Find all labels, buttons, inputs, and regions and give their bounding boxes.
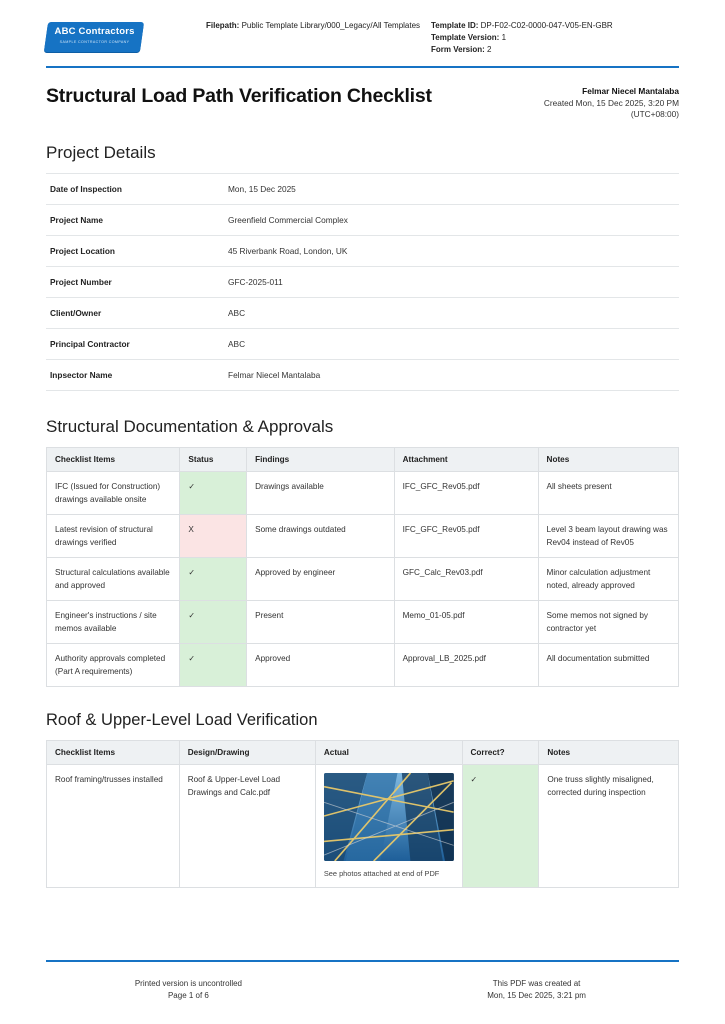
- filepath-block: [206, 14, 421, 32]
- table-row: [47, 764, 679, 887]
- table-row: [47, 600, 679, 643]
- section-heading-structural-docs: Structural Documentation & Approvals: [46, 416, 334, 436]
- form-version-value: 2: [487, 45, 492, 54]
- template-version-row: [431, 32, 646, 44]
- filepath-label: Filepath:: [206, 21, 240, 30]
- status-badge: ✓: [180, 557, 247, 600]
- column-header-checklist-items: Checklist Items: [47, 740, 180, 764]
- detail-value: Mon, 15 Dec 2025: [228, 183, 296, 194]
- photo-caption: See photos attached at end of PDF: [323, 868, 440, 878]
- created-date: Created Mon, 15 Dec 2025, 3:20 PM: [543, 97, 679, 108]
- template-version-label: Template Version:: [431, 33, 500, 42]
- detail-label: Client/Owner: [50, 307, 102, 318]
- table-row: [47, 471, 679, 514]
- column-header-attachment: Attachment: [394, 447, 538, 471]
- header-divider: [46, 66, 679, 68]
- detail-value: Greenfield Commercial Complex: [228, 214, 348, 225]
- detail-label: Project Location: [50, 245, 116, 256]
- detail-label: Date of Inspection: [50, 183, 122, 194]
- checklist-item: Authority approvals completed (Part A requirements): [47, 643, 180, 686]
- table-row: [46, 328, 679, 359]
- table-header-row: [47, 740, 679, 764]
- table-row: [46, 266, 679, 297]
- table-row: [47, 557, 679, 600]
- document-header: [46, 0, 679, 66]
- table-row: [47, 643, 679, 686]
- status-badge: ✓: [180, 600, 247, 643]
- project-details-table: [46, 173, 679, 391]
- section-heading-roof: Roof & Upper-Level Load Verification: [46, 710, 318, 729]
- footer-left: [46, 978, 331, 1002]
- attachment-cell[interactable]: Memo_01-05.pdf: [394, 600, 538, 643]
- logo-container: [46, 14, 196, 52]
- detail-label: Inpsector Name: [50, 369, 113, 380]
- page-title: Structural Load Path Verification Checklist: [46, 85, 432, 107]
- company-logo-icon: [44, 22, 144, 52]
- detail-label: Principal Contractor: [50, 338, 130, 349]
- findings-cell: Some drawings outdated: [247, 514, 394, 557]
- template-id-row: [431, 20, 646, 32]
- form-version-row: [431, 44, 646, 56]
- template-meta-block: [431, 14, 646, 56]
- footer-uncontrolled-note: Printed version is uncontrolled: [134, 979, 242, 988]
- timezone: (UTC+08:00): [630, 109, 679, 119]
- status-badge: ✓: [180, 471, 247, 514]
- status-badge: ✓: [462, 764, 539, 887]
- attachment-cell[interactable]: Approval_LB_2025.pdf: [394, 643, 538, 686]
- findings-cell: Present: [247, 600, 394, 643]
- checklist-item: Latest revision of structural drawings verified: [47, 514, 180, 557]
- roof-verification-table: [46, 740, 679, 888]
- footer-created-label: This PDF was created at: [492, 979, 581, 988]
- attachment-cell[interactable]: GFC_Calc_Rev03.pdf: [394, 557, 538, 600]
- filepath-value: Public Template Library/000_Legacy/All Templates: [241, 21, 421, 30]
- column-header-notes: Notes: [539, 740, 679, 764]
- detail-label: Project Name: [50, 214, 104, 225]
- findings-cell: Approved: [247, 643, 394, 686]
- findings-cell: Drawings available: [247, 471, 394, 514]
- document-footer: [46, 978, 679, 1002]
- column-header-actual: Actual: [315, 740, 462, 764]
- checklist-item: Engineer's instructions / site memos available: [47, 600, 180, 643]
- column-header-status: Status: [180, 447, 247, 471]
- notes-cell: Level 3 beam layout drawing was Rev04 instead of Rev05: [538, 514, 678, 557]
- attachment-cell[interactable]: IFC_GFC_Rev05.pdf: [394, 471, 538, 514]
- notes-cell: All documentation submitted: [538, 643, 678, 686]
- actual-photo-cell: [315, 764, 462, 887]
- design-drawing-cell[interactable]: Roof & Upper-Level Load Drawings and Calc.pdf: [179, 764, 315, 887]
- template-id-label: Template ID:: [431, 21, 479, 30]
- table-header-row: [47, 447, 679, 471]
- column-header-correct: Correct?: [462, 740, 539, 764]
- table-row: [46, 297, 679, 328]
- notes-cell: Minor calculation adjustment noted, already approved: [538, 557, 678, 600]
- footer-created-date: Mon, 15 Dec 2025, 3:21 pm: [487, 991, 586, 1000]
- status-badge: X: [180, 514, 247, 557]
- column-header-findings: Findings: [247, 447, 394, 471]
- detail-value: 45 Riverbank Road, London, UK: [228, 245, 348, 256]
- findings-cell: Approved by engineer: [247, 557, 394, 600]
- template-id-value: DP-F02-C02-0000-047-V05-EN-GBR: [480, 21, 613, 30]
- inspection-photo[interactable]: [324, 773, 454, 861]
- author-name: Felmar Niecel Mantalaba: [582, 86, 679, 96]
- column-header-design-drawing: Design/Drawing: [179, 740, 315, 764]
- detail-value: ABC: [228, 338, 246, 349]
- notes-cell: One truss slightly misaligned, corrected during inspection: [539, 764, 679, 887]
- detail-value: GFC-2025-011: [228, 276, 283, 287]
- footer-right: [394, 978, 679, 1002]
- table-row: [46, 359, 679, 390]
- notes-cell: Some memos not signed by contractor yet: [538, 600, 678, 643]
- detail-value: ABC: [228, 307, 246, 318]
- detail-label: Project Number: [50, 276, 112, 287]
- logo-subtitle: SAMPLE CONTRACTOR COMPANY: [59, 40, 130, 44]
- footer-divider: [46, 960, 679, 962]
- table-row: [47, 514, 679, 557]
- status-badge: ✓: [180, 643, 247, 686]
- column-header-checklist-items: Checklist Items: [47, 447, 180, 471]
- footer-page-number: Page 1 of 6: [167, 991, 209, 1000]
- column-header-notes: Notes: [538, 447, 678, 471]
- table-row: [46, 173, 679, 204]
- notes-cell: All sheets present: [538, 471, 678, 514]
- checklist-item: IFC (Issued for Construction) drawings available onsite: [47, 471, 180, 514]
- table-row: [46, 204, 679, 235]
- section-heading-project-details: Project Details: [46, 142, 156, 162]
- photo-graphic-icon: [324, 773, 454, 861]
- table-row: [46, 235, 679, 266]
- title-block: [46, 84, 679, 121]
- template-version-value: 1: [501, 33, 507, 42]
- document-meta: [519, 84, 679, 121]
- logo-title: ABC Contractors: [54, 26, 135, 37]
- structural-documentation-table: [46, 447, 679, 687]
- detail-value: Felmar Niecel Mantalaba: [228, 369, 321, 380]
- checklist-item: Roof framing/trusses installed: [47, 764, 180, 887]
- form-version-label: Form Version:: [431, 45, 485, 54]
- attachment-cell[interactable]: IFC_GFC_Rev05.pdf: [394, 514, 538, 557]
- checklist-item: Structural calculations available and approved: [47, 557, 180, 600]
